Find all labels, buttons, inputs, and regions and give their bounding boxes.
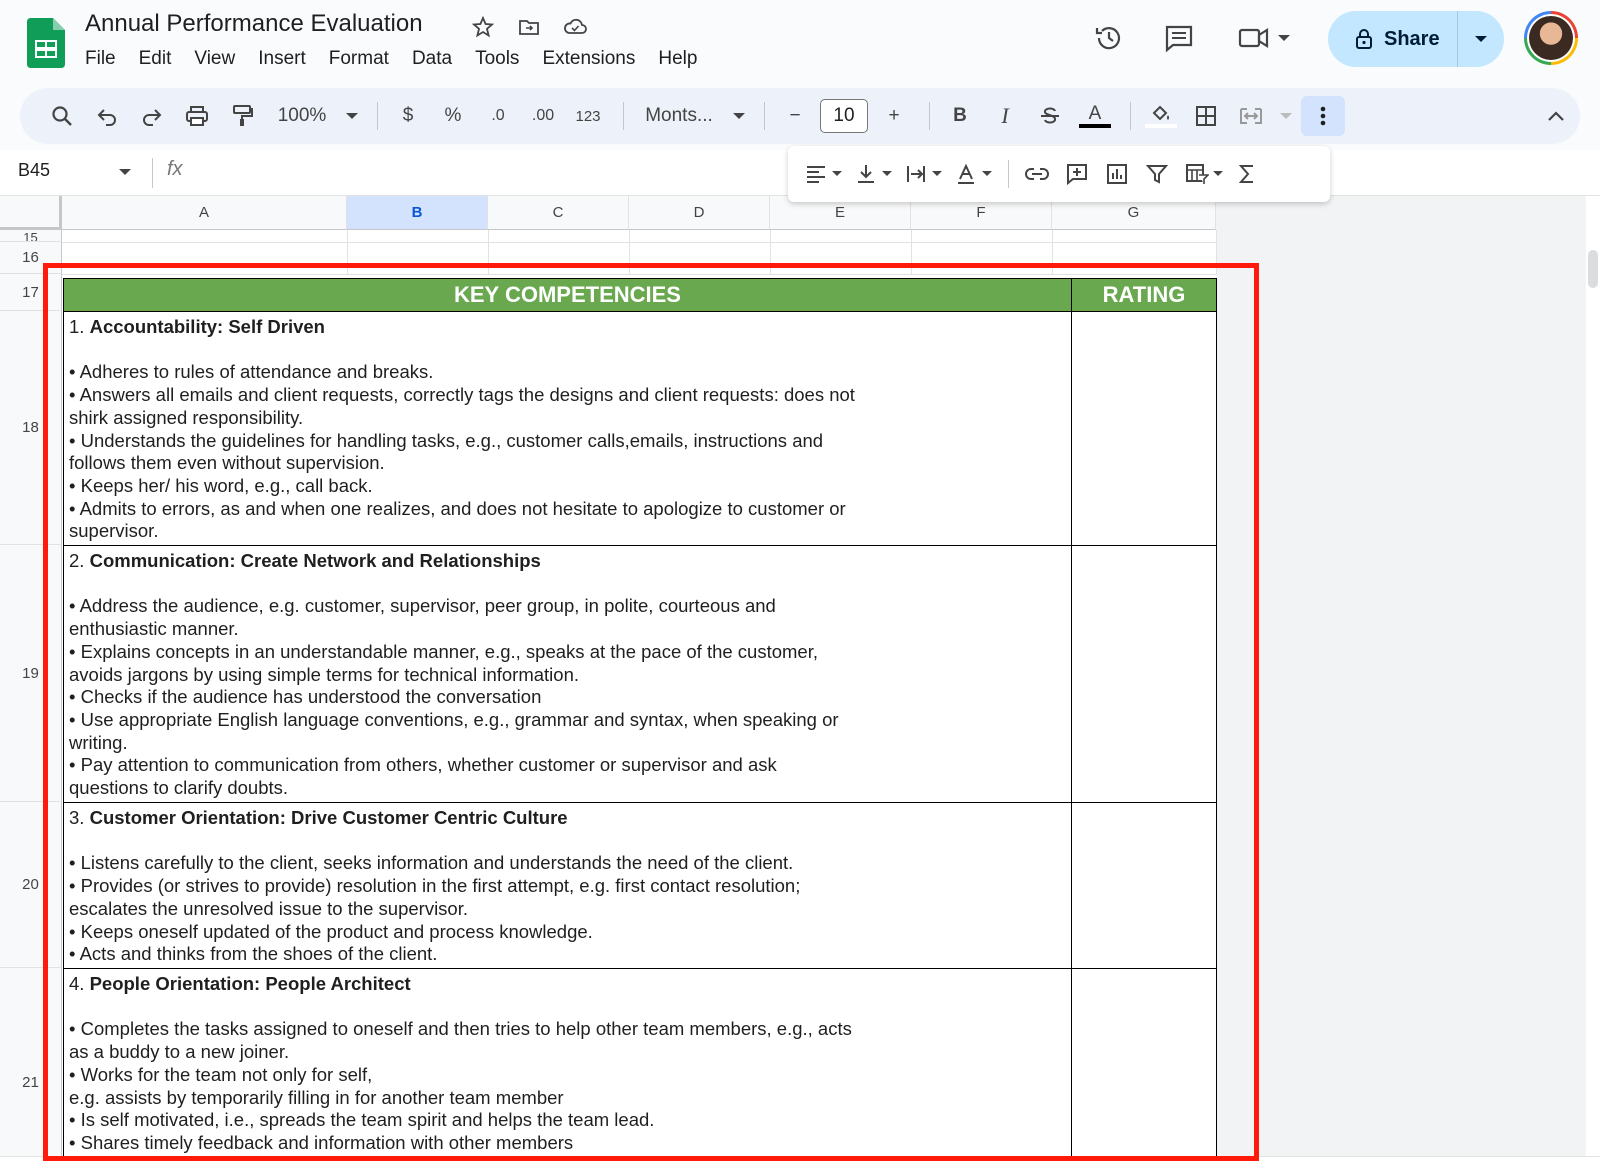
increase-font-size-button[interactable]: +: [888, 105, 900, 126]
text-color-button[interactable]: [1075, 96, 1115, 136]
percent-format-button[interactable]: %: [444, 105, 462, 126]
italic-button[interactable]: I: [1001, 103, 1009, 128]
share-label: Share: [1384, 27, 1440, 50]
text-wrapping-icon[interactable]: [898, 154, 934, 194]
competency-line: • Checks if the audience has understood the conversation: [69, 686, 542, 708]
grid-line: [911, 230, 912, 274]
column-header-b[interactable]: B: [347, 196, 488, 230]
competency-cell[interactable]: [63, 546, 1071, 803]
competency-line: • Provides (or strives to provide) resolution in the first attempt, e.g. first contact resolution;: [69, 875, 801, 897]
competency-line: • Use appropriate English language conventions, e.g., grammar and syntax, when speaking or: [69, 708, 839, 730]
meet-dropdown-icon[interactable]: [1272, 16, 1296, 60]
rating-cell[interactable]: [1071, 969, 1217, 1166]
row-header-17[interactable]: 17: [0, 274, 62, 311]
select-all-corner[interactable]: [0, 196, 62, 230]
avatar[interactable]: [1524, 11, 1578, 65]
document-title[interactable]: Annual Performance Evaluation: [85, 10, 423, 37]
grid-line: [62, 242, 1216, 243]
sheets-logo-icon[interactable]: [27, 18, 65, 68]
competency-line: • Explains concepts in an understandable manner, e.g., speaks at the pace of the customer,: [69, 640, 818, 662]
competency-line: • Works for the team not only for self,: [69, 1063, 373, 1085]
name-box[interactable]: B45: [18, 160, 51, 180]
toolbar-divider: [377, 102, 378, 130]
spreadsheet-grid: [0, 196, 1600, 1166]
text-rotation-dropdown-icon[interactable]: [980, 154, 994, 194]
competency-line: • Admits to errors, as and when one realizes, and does not hesitate to apologize to customer or: [69, 497, 846, 519]
menu-extensions[interactable]: Extensions: [542, 48, 636, 69]
row-header-18[interactable]: 18: [0, 311, 62, 545]
grid-line: [62, 274, 1216, 275]
move-folder-icon[interactable]: [514, 12, 544, 42]
competency-line: • Answers all emails and client requests, correctly tags the designs and client requests: does not: [69, 384, 855, 406]
menu-data[interactable]: Data: [411, 48, 453, 69]
column-header-c[interactable]: C: [488, 196, 629, 230]
borders-icon[interactable]: [1186, 96, 1226, 136]
competency-line: shirk assigned responsibility.: [69, 406, 304, 428]
competency-line: • Pay attention to communication from others, whether customer or supervisor and ask: [69, 754, 777, 776]
more-options-icon[interactable]: [1301, 96, 1345, 136]
insert-comment-icon[interactable]: [1059, 154, 1095, 194]
grid-line: [629, 230, 630, 274]
row-header-19[interactable]: 19: [0, 545, 62, 802]
share-dropdown-icon[interactable]: [1458, 34, 1504, 44]
competency-line: avoids jargons by using simple terms for technical information.: [69, 663, 580, 685]
version-history-icon[interactable]: [1087, 16, 1131, 60]
toolbar-divider: [1008, 160, 1009, 188]
filter-icon[interactable]: [1139, 154, 1175, 194]
toolbar-divider: [623, 102, 624, 130]
lock-icon: [1354, 28, 1374, 50]
competency-line: • Completes the tasks assigned to oneself and then tries to help other team members, e.g., acts: [69, 1018, 852, 1040]
competency-title: 4. People Orientation: People Architect: [69, 973, 411, 994]
competency-line: as a buddy to a new joiner.: [69, 1041, 290, 1063]
menu-bar: [85, 48, 720, 70]
competency-line: • Shares timely feedback and information with other members: [69, 1131, 574, 1153]
decrease-font-size-button[interactable]: −: [789, 105, 801, 126]
comments-icon[interactable]: [1157, 16, 1201, 60]
grid-line: [488, 230, 489, 274]
fx-icon: fx: [152, 158, 183, 188]
merge-dropdown-icon[interactable]: [1276, 96, 1296, 136]
competency-line: questions to clarify doubts.: [69, 777, 289, 799]
competency-line: • Keeps her/ his word, e.g., call back.: [69, 474, 373, 496]
rating-cell[interactable]: [1071, 312, 1217, 546]
toolbar: [20, 88, 1580, 144]
name-box-dropdown-icon[interactable]: [118, 164, 132, 182]
fill-color-icon[interactable]: [1141, 96, 1181, 136]
row-header-16[interactable]: 16: [0, 242, 62, 274]
currency-format-button[interactable]: $: [402, 105, 414, 126]
grid-line: [347, 230, 348, 274]
row-header-21[interactable]: 21: [0, 968, 62, 1166]
menu-view[interactable]: View: [194, 48, 236, 69]
menu-format[interactable]: Format: [328, 48, 389, 69]
menu-edit[interactable]: Edit: [138, 48, 172, 69]
text-wrapping-dropdown-icon[interactable]: [930, 154, 944, 194]
increase-decimal-button[interactable]: .00: [531, 107, 555, 124]
insert-link-icon[interactable]: [1019, 154, 1055, 194]
paint-format-icon[interactable]: [222, 96, 262, 136]
font-size-input[interactable]: 10: [820, 99, 868, 133]
competency-cell[interactable]: [63, 969, 1071, 1166]
hide-menus-chevron-up-icon[interactable]: [1536, 96, 1576, 136]
competency-title: 2. Communication: Create Network and Relationships: [69, 550, 541, 571]
competency-title: 3. Customer Orientation: Drive Customer Centric Culture: [69, 807, 568, 828]
scrollbar-thumb[interactable]: [1588, 250, 1598, 288]
competency-line: • Listens carefully to the client, seeks information and understands the need of the client.: [69, 852, 794, 874]
font-dropdown-icon[interactable]: [729, 96, 749, 136]
grid-line: [1216, 230, 1217, 274]
competency-line: • Keeps oneself updated of the product and process knowledge.: [69, 920, 593, 942]
competency-line: • Is self motivated, i.e., spreads the team spirit and helps the team lead.: [69, 1109, 655, 1131]
toolbar-divider: [929, 102, 930, 130]
column-header-f[interactable]: F: [911, 196, 1052, 230]
rating-header[interactable]: RATING: [1071, 278, 1217, 312]
competency-line: • Adheres to rules of attendance and breaks.: [69, 361, 434, 383]
competency-line: • Address the audience, e.g. customer, supervisor, peer group, in polite, courteous and: [69, 595, 776, 617]
decrease-decimal-button[interactable]: .0: [491, 107, 505, 124]
menu-file[interactable]: File: [85, 48, 116, 69]
empty-sheet-area: [1216, 196, 1600, 1166]
cloud-status-icon[interactable]: [560, 12, 590, 42]
toolbar-divider: [1130, 102, 1131, 130]
grid-line: [770, 230, 771, 274]
vertical-scrollbar[interactable]: [1586, 196, 1600, 1166]
star-icon[interactable]: [468, 12, 498, 42]
font-select[interactable]: Monts...: [645, 105, 713, 126]
undo-icon[interactable]: [87, 96, 127, 136]
competency-line: • Acts and thinks from the shoes of the client.: [69, 943, 438, 965]
share-button[interactable]: [1328, 11, 1504, 67]
filter-views-dropdown-icon[interactable]: [1211, 154, 1225, 194]
competency-line: enthusiastic manner.: [69, 618, 239, 640]
competency-line: supervisor.: [69, 520, 159, 542]
key-competencies-header[interactable]: KEY COMPETENCIES: [63, 278, 1072, 312]
column-header-e[interactable]: E: [770, 196, 911, 230]
rating-cell[interactable]: [1071, 546, 1217, 803]
competency-cell[interactable]: [63, 312, 1071, 546]
functions-sigma-icon[interactable]: [1229, 154, 1265, 194]
row-header-15[interactable]: 15: [0, 230, 62, 242]
competency-line: writing.: [69, 731, 128, 753]
text-color-label: A: [1088, 103, 1102, 124]
overflow-toolbar: [788, 146, 1330, 202]
column-header-g[interactable]: G: [1052, 196, 1216, 230]
menu-help[interactable]: Help: [658, 48, 698, 69]
merge-cells-icon[interactable]: [1231, 96, 1271, 136]
strikethrough-icon[interactable]: [1030, 96, 1070, 136]
rating-cell[interactable]: [1071, 803, 1217, 969]
horizontal-align-icon[interactable]: [798, 154, 834, 194]
zoom-select[interactable]: 100%: [277, 105, 327, 126]
redo-icon[interactable]: [132, 96, 172, 136]
competency-line: e.g. assists by temporarily filling in for another team member: [69, 1086, 564, 1108]
bold-button[interactable]: B: [953, 105, 967, 126]
grid-line: [1052, 230, 1053, 274]
competency-title: 1. Accountability: Self Driven: [69, 316, 325, 337]
menu-insert[interactable]: Insert: [258, 48, 306, 69]
competency-cell[interactable]: [63, 803, 1071, 969]
menu-tools[interactable]: Tools: [475, 48, 520, 69]
search-icon[interactable]: [42, 96, 82, 136]
vertical-align-dropdown-icon[interactable]: [880, 154, 894, 194]
competency-line: follows them even without supervision.: [69, 452, 385, 474]
meet-icon[interactable]: [1232, 16, 1276, 60]
column-header-d[interactable]: D: [629, 196, 770, 230]
insert-chart-icon[interactable]: [1099, 154, 1135, 194]
more-formats-button[interactable]: 123: [575, 107, 601, 125]
title-bar: [0, 0, 1600, 88]
filter-views-icon[interactable]: [1179, 154, 1215, 194]
vertical-align-icon[interactable]: [848, 154, 884, 194]
competency-line: escalates the unresolved issue to the supervisor.: [69, 897, 469, 919]
competency-line: • Understands the guidelines for handling tasks, e.g., customer calls,emails, instructions and: [69, 429, 824, 451]
row-header-20[interactable]: 20: [0, 802, 62, 968]
horizontal-scrollbar[interactable]: [0, 1156, 1600, 1166]
column-header-a[interactable]: A: [62, 196, 347, 230]
print-icon[interactable]: [177, 96, 217, 136]
horizontal-align-dropdown-icon[interactable]: [830, 154, 844, 194]
toolbar-divider: [764, 102, 765, 130]
text-rotation-icon[interactable]: [948, 154, 984, 194]
zoom-dropdown-icon[interactable]: [342, 96, 362, 136]
